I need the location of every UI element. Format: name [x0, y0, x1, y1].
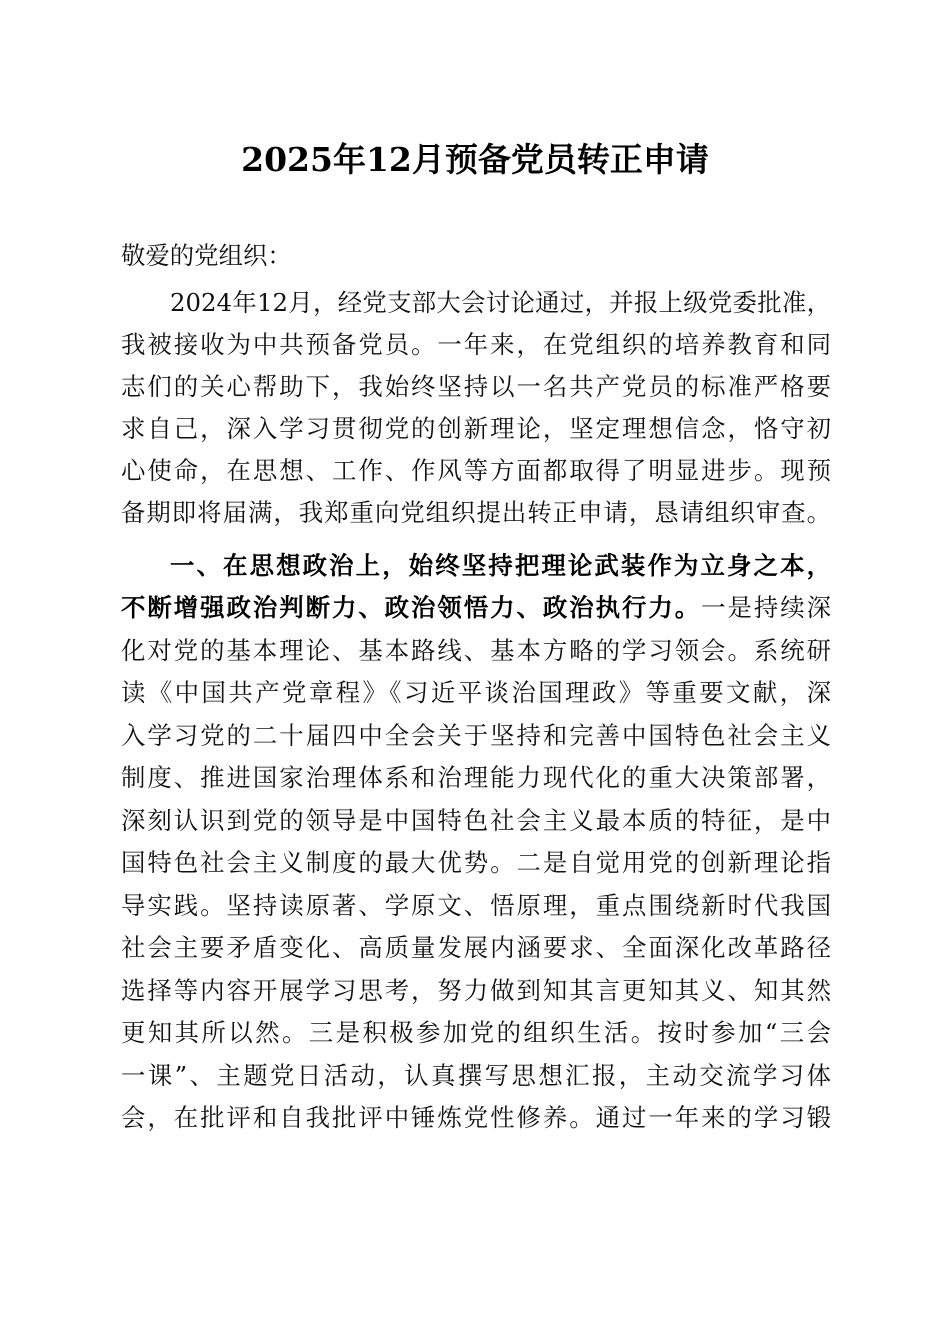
section-heading-tail: 不断增强政治判断力、政治领悟力、政治执行力。: [121, 593, 702, 622]
paragraph-line: 心使命，在思想、工作、作风等方面都取得了明显进步。现预: [121, 456, 831, 485]
section-line: 制度、推进国家治理体系和治理能力现代化的重大决策部署，: [121, 763, 831, 792]
paragraph-line: 求自己，深入学习贯彻党的创新理论，坚定理想信念，恪守初: [121, 414, 831, 443]
section-line: 导实践。坚持读原著、学原文、悟原理，重点围绕新时代我国: [121, 891, 831, 920]
section-text-start: 一是持续深: [701, 593, 831, 622]
section-heading: 一、在思想政治上，始终坚持把理论武装作为立身之本，: [170, 551, 831, 580]
paragraph-line: 志们的关心帮助下，我始终坚持以一名共产党员的标准严格要: [121, 372, 831, 401]
section-line: 一课”、主题党日活动，认真撰写思想汇报，主动交流学习体: [121, 1061, 831, 1090]
section-line: 国特色社会主义制度的最大优势。二是自觉用党的创新理论指: [121, 848, 831, 877]
section-line: 选择等内容开展学习思考，努力做到知其言更知其义、知其然: [121, 976, 831, 1005]
paragraph-line: 我被接收为中共预备党员。一年来，在党组织的培养教育和同: [121, 330, 831, 359]
section-line: 读《中国共产党章程》《习近平谈治国理政》等重要文献，深: [121, 678, 831, 707]
salutation: 敬爱的党组织：: [121, 241, 292, 270]
section-line: 深刻认识到党的领导是中国特色社会主义最本质的特征，是中: [121, 806, 831, 835]
section-line: 入学习党的二十届四中全会关于坚持和完善中国特色社会主义: [121, 721, 831, 750]
section-line: 化对党的基本理论、基本路线、基本方略的学习领会。系统研: [121, 636, 831, 665]
paragraph-line: 2024年12月，经党支部大会讨论通过，并报上级党委批准，: [170, 288, 831, 317]
section-line: 社会主要矛盾变化、高质量发展内涵要求、全面深化改革路径: [121, 933, 831, 962]
paragraph-line: 备期即将届满，我郑重向党组织提出转正申请，恳请组织审查。: [121, 498, 831, 527]
section-line: 会，在批评和自我批评中锤炼党性修养。通过一年来的学习锻: [121, 1103, 831, 1132]
section-heading-continuation: [121, 588, 831, 628]
section-line: 更知其所以然。三是积极参加党的组织生活。按时参加“三会: [121, 1018, 831, 1047]
document-title: 2025年12月预备党员转正申请: [241, 140, 709, 179]
